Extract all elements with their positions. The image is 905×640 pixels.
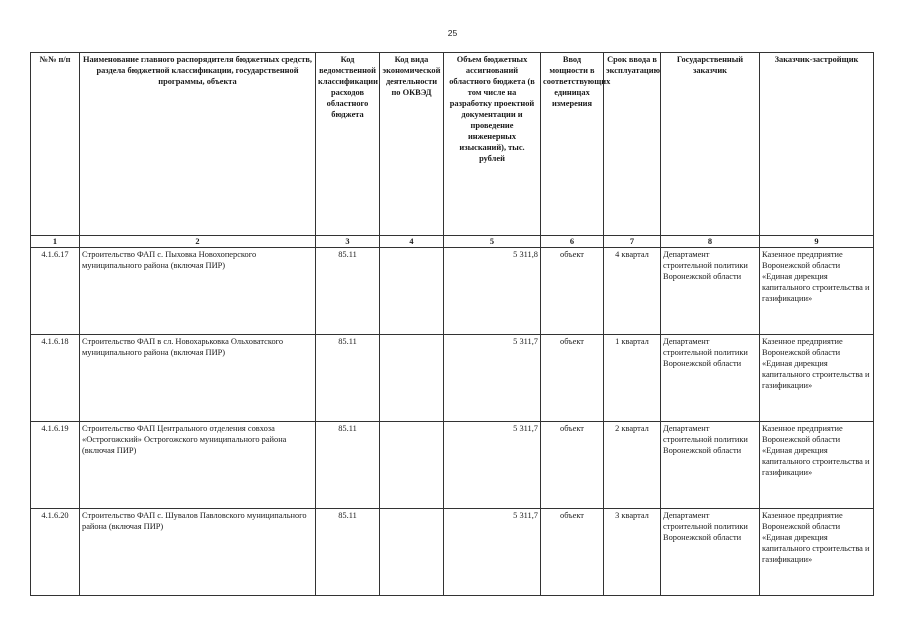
header-capacity: Ввод мощности в соответствующих единицах измерения	[541, 53, 604, 236]
builder: Казенное предприятие Воронежской области «Единая дирекция капитального строительства и газификации»	[760, 248, 874, 335]
object-name: Строительство ФАП с. Пыховка Новохоперского муниципального района (включая ПИР)	[80, 248, 316, 335]
okved-code	[380, 422, 444, 509]
column-number: 5	[444, 236, 541, 248]
budget-table	[30, 52, 874, 596]
builder: Казенное предприятие Воронежской области «Единая дирекция капитального строительства и газификации»	[760, 335, 874, 422]
commission-term: 3 квартал	[604, 509, 661, 596]
table-row	[31, 248, 874, 335]
header-row	[31, 53, 874, 236]
column-number: 1	[31, 236, 80, 248]
column-number: 3	[316, 236, 380, 248]
okved-code	[380, 509, 444, 596]
table-row	[31, 509, 874, 596]
budget-amount: 5 311,7	[444, 335, 541, 422]
capacity-unit: объект	[541, 509, 604, 596]
header-builder: Заказчик-застройщик	[760, 53, 874, 236]
department-code: 85.11	[316, 335, 380, 422]
capacity-unit: объект	[541, 248, 604, 335]
column-number: 8	[661, 236, 760, 248]
department-code: 85.11	[316, 248, 380, 335]
row-number: 4.1.6.18	[31, 335, 80, 422]
column-number: 2	[80, 236, 316, 248]
table-row	[31, 422, 874, 509]
builder: Казенное предприятие Воронежской области «Единая дирекция капитального строительства и газификации»	[760, 422, 874, 509]
header-commission-term: Срок ввода в эксплуатацию	[604, 53, 661, 236]
column-number: 7	[604, 236, 661, 248]
state-customer: Департамент строительной политики Воронежской области	[661, 248, 760, 335]
budget-amount: 5 311,7	[444, 509, 541, 596]
commission-term: 2 квартал	[604, 422, 661, 509]
state-customer: Департамент строительной политики Воронежской области	[661, 335, 760, 422]
department-code: 85.11	[316, 509, 380, 596]
column-number: 4	[380, 236, 444, 248]
builder: Казенное предприятие Воронежской области «Единая дирекция капитального строительства и газификации»	[760, 509, 874, 596]
header-okved: Код вида экономической деятельности по ОКВЭД	[380, 53, 444, 236]
state-customer: Департамент строительной политики Воронежской области	[661, 509, 760, 596]
page-number: 25	[447, 28, 458, 38]
column-number: 6	[541, 236, 604, 248]
table-row	[31, 335, 874, 422]
department-code: 85.11	[316, 422, 380, 509]
header-name: Наименование главного распорядителя бюджетных средств, раздела бюджетной классификации, государственной программы, объекта	[80, 53, 316, 236]
column-number: 9	[760, 236, 874, 248]
header-budget-amount: Объем бюджетных ассигнований областного бюджета (в том числе на разработку проектной документации и проведение инженерных изысканий), тыс. рублей	[444, 53, 541, 236]
object-name: Строительство ФАП в сл. Новохарьковка Ольховатского муниципального района (включая ПИР)	[80, 335, 316, 422]
budget-amount: 5 311,7	[444, 422, 541, 509]
budget-amount: 5 311,8	[444, 248, 541, 335]
header-state-customer: Государственный заказчик	[661, 53, 760, 236]
capacity-unit: объект	[541, 422, 604, 509]
state-customer: Департамент строительной политики Воронежской области	[661, 422, 760, 509]
object-name: Строительство ФАП Центрального отделения совхоза «Острогожский» Острогожского муниципального района (включая ПИР)	[80, 422, 316, 509]
commission-term: 1 квартал	[604, 335, 661, 422]
header-department-code: Код ведомственной классификации расходов областного бюджета	[316, 53, 380, 236]
object-name: Строительство ФАП с. Шувалов Павловского муниципального района (включая ПИР)	[80, 509, 316, 596]
header-number: №№ п/п	[31, 53, 80, 236]
row-number: 4.1.6.19	[31, 422, 80, 509]
row-number: 4.1.6.17	[31, 248, 80, 335]
capacity-unit: объект	[541, 335, 604, 422]
commission-term: 4 квартал	[604, 248, 661, 335]
row-number: 4.1.6.20	[31, 509, 80, 596]
okved-code	[380, 335, 444, 422]
column-number-row	[31, 236, 874, 248]
okved-code	[380, 248, 444, 335]
